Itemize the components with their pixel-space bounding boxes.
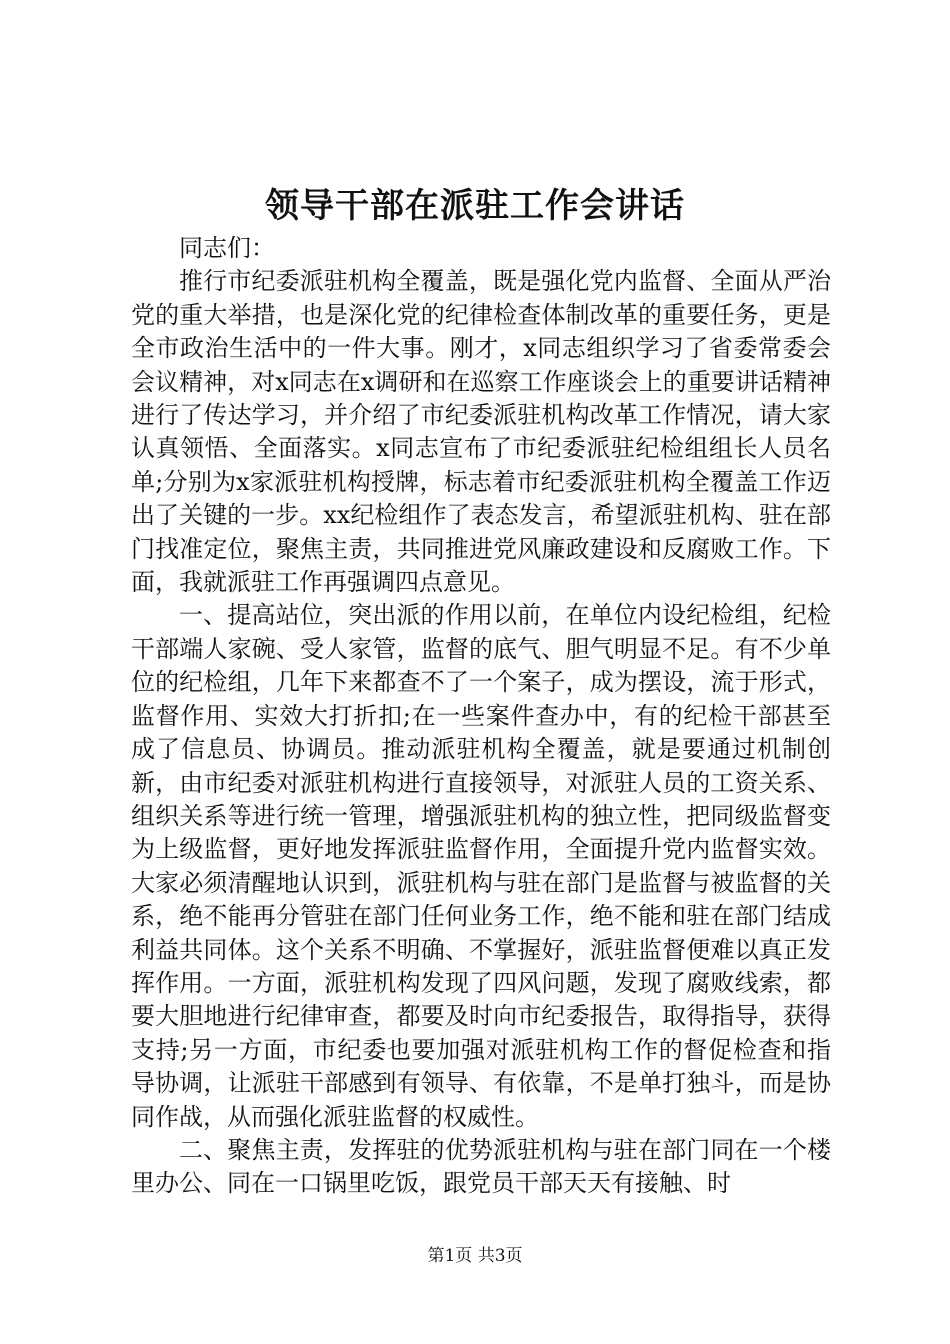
document-title: 领导干部在派驻工作会讲话 (265, 186, 685, 226)
document-body (131, 232, 831, 1201)
paragraph-section-one: 一、提高站位，突出派的作用以前，在单位内设纪检组，纪检干部端人家碗、受人家管，监督的底气、胆气明显不足。有不少单位的纪检组，几年下来都查不了一个案子，成为摆设，流于形式，监督作用、实效大打折扣;在一些案件查办中，有的纪检干部甚至成了信息员、协调员。推动派驻机构全覆盖，就是要通过机制创新，由市纪委对派驻机构进行直接领导，对派驻人员的工资关系、组织关系等进行统一管理，增强派驻机构的独立性，把同级监督变为上级监督，更好地发挥派驻监督作用，全面提升党内监督实效。大家必须清醒地认识到，派驻机构与驻在部门是监督与被监督的关系，绝不能再分管驻在部门任何业务工作，绝不能和驻在部门结成利益共同体。这个关系不明确、不掌握好，派驻监督便难以真正发挥作用。一方面，派驻机构发现了四风问题，发现了腐败线索，都要大胆地进行纪律审查，都要及时向市纪委报告，取得指导，获得支持;另一方面，市纪委也要加强对派驻机构工作的督促检查和指导协调，让派驻干部感到有领导、有依靠，不是单打独斗，而是协同作战，从而强化派驻监督的权威性。 (131, 601, 831, 1131)
paragraph-intro: 推行市纪委派驻机构全覆盖，既是强化党内监督、全面从严治党的重大举措，也是深化党的纪律检查体制改革的重要任务，更是全市政治生活中的一件大事。刚才，x同志组织学习了省委常委会会议精神，对x同志在x调研和在巡察工作座谈会上的重要讲话精神进行了传达学习，并介绍了市纪委派驻机构改革工作情况，请大家认真领悟、全面落实。x同志宣布了市纪委派驻纪检组组长人员名单;分别为x家派驻机构授牌，标志着市纪委派驻机构全覆盖工作迈出了关键的一步。xx纪检组作了表态发言，希望派驻机构、驻在部门找准定位，聚焦主责，共同推进党风廉政建设和反腐败工作。下面，我就派驻工作再强调四点意见。 (131, 267, 831, 597)
page-footer: 第1页 共3页 (427, 1246, 523, 1266)
paragraph-section-two: 二、聚焦主责，发挥驻的优势派驻机构与驻在部门同在一个楼里办公、同在一口锅里吃饭，跟党员干部天天有接触、时 (131, 1135, 831, 1198)
salutation: 同志们： (179, 234, 275, 262)
